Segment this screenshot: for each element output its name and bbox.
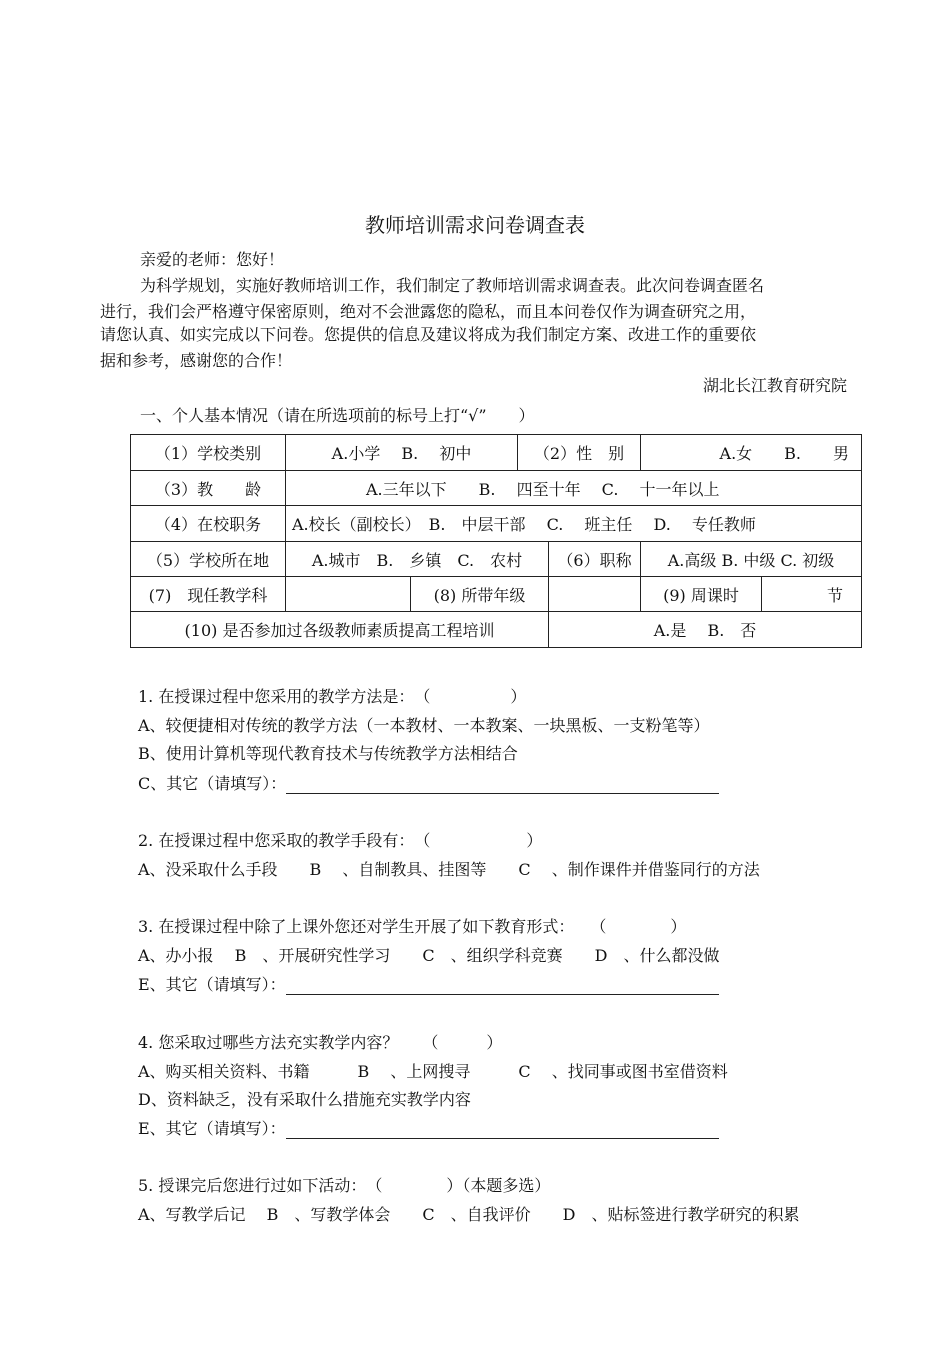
question-1-option-c-label: C、其它（请填写）：	[138, 774, 287, 793]
question-1: 1. 在授课过程中您采用的教学方法是： （ ）	[138, 687, 527, 706]
school-type-options[interactable]: A.小学 B. 初中	[286, 435, 518, 471]
question-3-option-e-label: E、其它（请填写）：	[138, 975, 286, 994]
question-1-option-a[interactable]: A、较便捷相对传统的教学方法（一本教材、一本教案、一块黑板、一支粉笔等）	[138, 716, 710, 735]
question-4-option-e[interactable]	[138, 1116, 719, 1139]
fill-in-line[interactable]	[286, 775, 719, 794]
school-location-label: （5）学校所在地	[131, 542, 286, 577]
intro-line-1: 为科学规划，实施好教师培训工作，我们制定了教师培训需求调查表。此次问卷调查匿名	[140, 276, 765, 295]
grade-label: (8) 所带年级	[411, 577, 549, 612]
question-4-option-e-label: E、其它（请填写）：	[138, 1119, 286, 1138]
fill-in-line[interactable]	[286, 1120, 719, 1139]
greeting: 亲爱的老师：您好！	[140, 250, 285, 269]
table-row	[131, 506, 862, 542]
question-3: 3. 在授课过程中除了上课外您还对学生开展了如下教育形式： （ ）	[138, 917, 687, 936]
table-row	[131, 577, 862, 612]
school-location-options[interactable]: A.城市 B. 乡镇 C. 农村	[286, 542, 549, 577]
question-1-option-c[interactable]	[138, 771, 719, 794]
subject-field[interactable]	[286, 577, 411, 612]
weekly-hours-label: (9) 周课时	[641, 577, 762, 612]
question-5: 5. 授课完后您进行过如下活动： （ ）（本题多选）	[138, 1176, 551, 1195]
signature: 湖北长江教育研究院	[702, 376, 847, 395]
question-5-options[interactable]: A、写教学后记 B 、写教学体会 C 、自我评价 D 、贴标签进行教学研究的积累	[138, 1205, 800, 1224]
table-row	[131, 612, 862, 648]
question-3-option-e[interactable]	[138, 972, 719, 995]
teaching-age-options[interactable]: A.三年以下 B. 四至十年 C. 十一年以上	[286, 471, 862, 506]
professional-title-options[interactable]: A.高级 B. 中级 C. 初级	[641, 542, 862, 577]
professional-title-label: （6）职称	[549, 542, 641, 577]
question-3-options[interactable]: A、办小报 B 、开展研究性学习 C 、组织学科竞赛 D 、什么都没做	[138, 946, 720, 965]
training-options[interactable]: A.是 B. 否	[549, 612, 862, 648]
section-1-heading: 一、个人基本情况（请在所选项前的标号上打“√” ）	[140, 406, 535, 425]
question-4: 4. 您采取过哪些方法充实教学内容？ （ ）	[138, 1033, 503, 1052]
table-row	[131, 471, 862, 506]
question-2-options[interactable]: A、没采取什么手段 B 、自制教具、挂图等 C 、制作课件并借鉴同行的方法	[138, 860, 760, 879]
grade-field[interactable]	[549, 577, 641, 612]
intro-line-4: 据和参考，感谢您的合作！	[100, 351, 293, 370]
basic-info-table	[130, 434, 862, 648]
intro-line-3: 请您认真、如实完成以下问卷。您提供的信息及建议将成为我们制定方案、改进工作的重要依	[100, 325, 757, 344]
document-title: 教师培训需求问卷调查表	[365, 213, 585, 237]
duty-options[interactable]: A.校长（副校长） B. 中层干部 C. 班主任 D. 专任教师	[286, 506, 862, 542]
school-type-label: （1）学校类别	[131, 435, 286, 471]
duty-label: （4）在校职务	[131, 506, 286, 542]
table-row	[131, 542, 862, 577]
question-2: 2. 在授课过程中您采取的教学手段有： （ ）	[138, 831, 543, 850]
fill-in-line[interactable]	[286, 976, 719, 995]
intro-line-2: 进行，我们会严格遵守保密原则，绝对不会泄露您的隐私，而且本问卷仅作为调查研究之用，	[100, 302, 757, 321]
weekly-hours-unit[interactable]: 节	[762, 577, 862, 612]
question-4-option-d[interactable]: D、资料缺乏，没有采取什么措施充实教学内容	[138, 1090, 471, 1109]
training-label: (10) 是否参加过各级教师素质提高工程培训	[131, 612, 549, 648]
table-row	[131, 435, 862, 471]
question-1-option-b[interactable]: B、使用计算机等现代教育技术与传统教学方法相结合	[138, 744, 518, 763]
gender-options[interactable]: A.女 B. 男	[641, 435, 862, 471]
teaching-age-label: （3）教 龄	[131, 471, 286, 506]
subject-label: (7) 现任教学科	[131, 577, 286, 612]
gender-label: （2）性 别	[518, 435, 641, 471]
question-4-options[interactable]: A、购买相关资料、书籍 B 、上网搜寻 C 、找同事或图书室借资料	[138, 1062, 728, 1081]
